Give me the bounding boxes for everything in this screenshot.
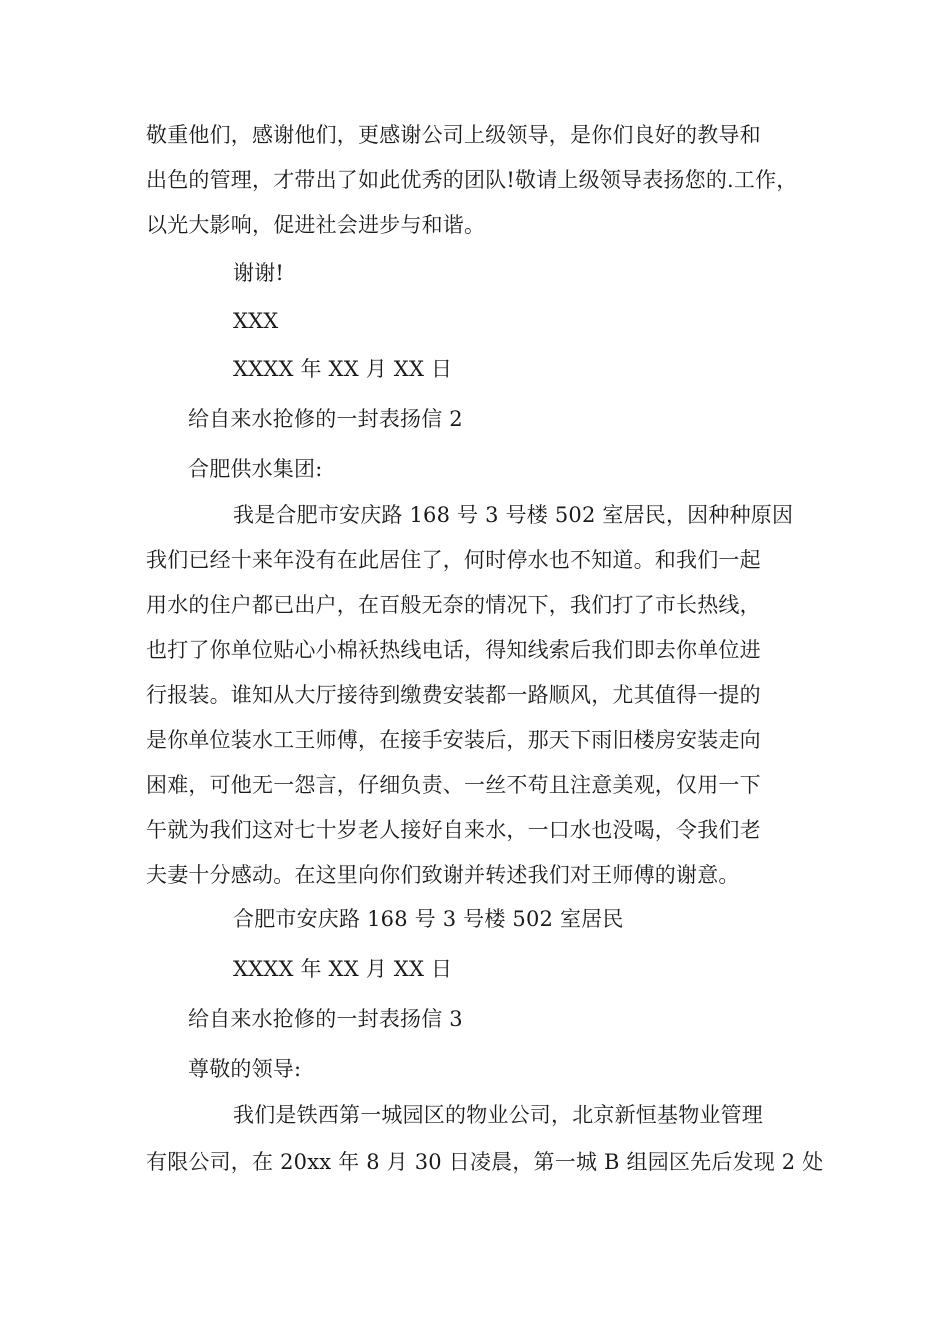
letter-2-salutation: 合肥供水集团: <box>188 457 323 481</box>
letter-2-body-line-6: 是你单位装水工王师傅，在接手安装后，那天下雨旧楼房安装走向 <box>146 728 761 752</box>
letter-2-signature-address: 合肥市安庆路 168 号 3 号楼 502 室居民 <box>233 907 624 931</box>
letter-2-body-line-5: 行报装。谁知从大厅接待到缴费安装都一路顺风，尤其值得一提的 <box>146 683 761 707</box>
body-line-2: 出色的管理，才带出了如此优秀的团队!敬请上级领导表扬您的.工作， <box>146 168 798 192</box>
letter-2-signature-date: XXXX 年 XX 月 XX 日 <box>233 957 453 981</box>
body-line-3: 以光大影响，促进社会进步与和谐。 <box>146 213 486 237</box>
body-line-1: 敬重他们，感谢他们，更感谢公司上级领导，是你们良好的教导和 <box>146 123 761 147</box>
letter-2-body-line-4: 也打了你单位贴心小棉袄热线电话，得知线索后我们即去你单位进 <box>146 638 761 662</box>
letter-2-title: 给自来水抢修的一封表扬信 2 <box>188 407 463 431</box>
letter-3-body-line-2: 有限公司，在 20xx 年 8 月 30 日凌晨，第一城 B 组园区先后发现 2 处 <box>146 1150 824 1174</box>
letter-3-salutation: 尊敬的领导: <box>188 1057 302 1081</box>
letter-2-body-line-2: 我们已经十来年没有在此居住了，何时停水也不知道。和我们一起 <box>146 548 761 572</box>
letter-2-body-line-9: 夫妻十分感动。在这里向你们致谢并转述我们对王师傅的谢意。 <box>146 863 740 887</box>
signature-date: XXXX 年 XX 月 XX 日 <box>233 357 453 381</box>
letter-3-body-line-1: 我们是铁西第一城园区的物业公司，北京新恒基物业管理 <box>233 1103 763 1127</box>
letter-2-body-line-7: 困难，可他无一怨言，仔细负责、一丝不苟且注意美观，仅用一下 <box>146 773 761 797</box>
signature-name: XXX <box>233 309 279 333</box>
letter-3-title: 给自来水抢修的一封表扬信 3 <box>188 1007 463 1031</box>
letter-2-body-line-3: 用水的住户都已出户，在百般无奈的情况下，我们打了市长热线， <box>146 593 761 617</box>
letter-2-body-line-8: 午就为我们这对七十岁老人接好自来水，一口水也没喝，令我们老 <box>146 818 761 842</box>
letter-2-body-line-1: 我是合肥市安庆路 168 号 3 号楼 502 室居民，因种种原因 <box>233 503 794 527</box>
closing-thanks: 谢谢! <box>233 261 285 285</box>
